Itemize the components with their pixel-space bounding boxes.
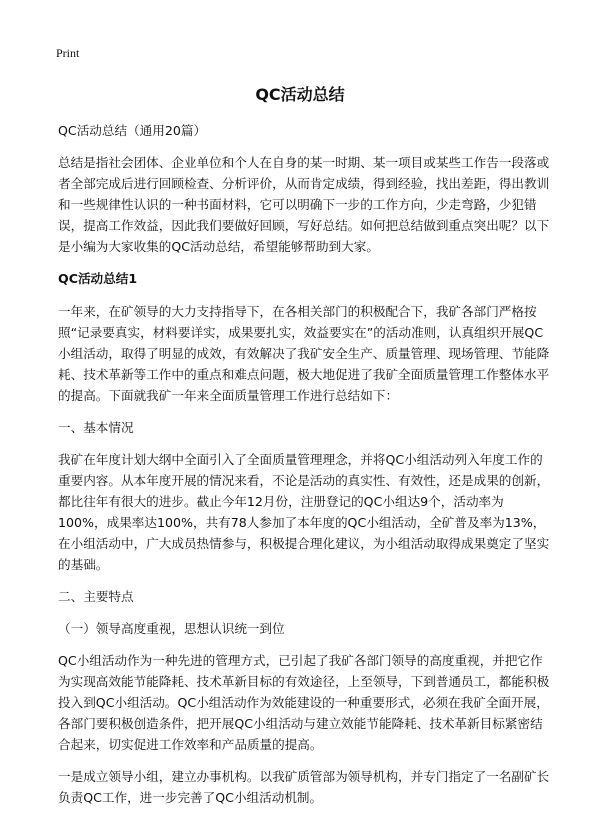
heading-main-features: 二、主要特点 [58,589,134,604]
print-link[interactable]: Print [56,46,80,60]
document-body [58,120,550,819]
paragraph-leadership: QC小组活动作为一种先进的管理方式，已引起了我矿各部门领导的高度重视，并把它作为实现高效能节能降耗、技术革新目标的有效途径，上至领导，下到普通员工，都能积极投入到QC小组活动。QC小组活动作为效能建设的一种重要形式，必须在我矿全面开展，各部门要积极创造条件，把开展QC小组活动与建立效能节能降耗、技术革新目标紧密结合起来，切实促进工作效率和产品质量的提高。 [58,653,550,752]
intro-paragraph: 总结是指社会团体、企业单位和个人在自身的某一时期、某一项目或某些工作告一段落或者全部完成后进行回顾检查、分析评价，从而肯定成绩，得到经验，找出差距，得出教训和一些规律性认识的一种书面材料，它可以明确下一步的工作方向，少走弯路，少犯错误，提高工作效益，因此我们要做好回顾，写好总结。如何把总结做到重点突出呢？以下是小编为大家收集的QC活动总结，希望能够帮助到大家。 [58,155,550,254]
page-title: QC活动总结 [255,85,345,104]
paragraph-basic-situation: 我矿在年度计划大纲中全面引入了全面质量管理理念，并将QC小组活动列入年度工作的重要内容。从本年度开展的情况来看，不论是活动的真实性、有效性，还是成果的创新，都比往年有很大的进步。截止今年12月份，注册登记的QC小组达9个，活动率为100%，成果率达100%，共有78人参加了本年度的QC小组活动，全矿普及率为13%，在小组活动中，广大成员热情参与，积极提合理化建议，为小组活动取得成果奠定了坚实的基础。 [58,452,550,572]
section-title: QC活动总结1 [58,271,138,286]
heading-basic-situation: 一、基本情况 [58,420,134,435]
paragraph-leading-group: 一是成立领导小组，建立办事机构。以我矿质管部为领导机构，并专门指定了一名副矿长负责QC工作，进一步完善了QC小组活动机制。 [58,769,550,805]
document-subtitle: QC活动总结（通用20篇） [58,123,207,138]
heading-leadership: （一）领导高度重视，思想认识统一到位 [58,621,285,636]
paragraph-overview: 一年来，在矿领导的大力支持指导下，在各相关部门的积极配合下，我矿各部门严格按照“记录要真实，材料要详实，成果要扎实，效益要实在”的活动准则，认真组织开展QC小组活动，取得了明显的成效，有效解决了我矿安全生产、质量管理、现场管理、节能降耗、技术革新等工作中的重点和难点问题，极大地促进了我矿全面质量管理工作整体水平的提高。下面就我矿一年来全面质量管理工作进行总结如下： [58,304,550,403]
